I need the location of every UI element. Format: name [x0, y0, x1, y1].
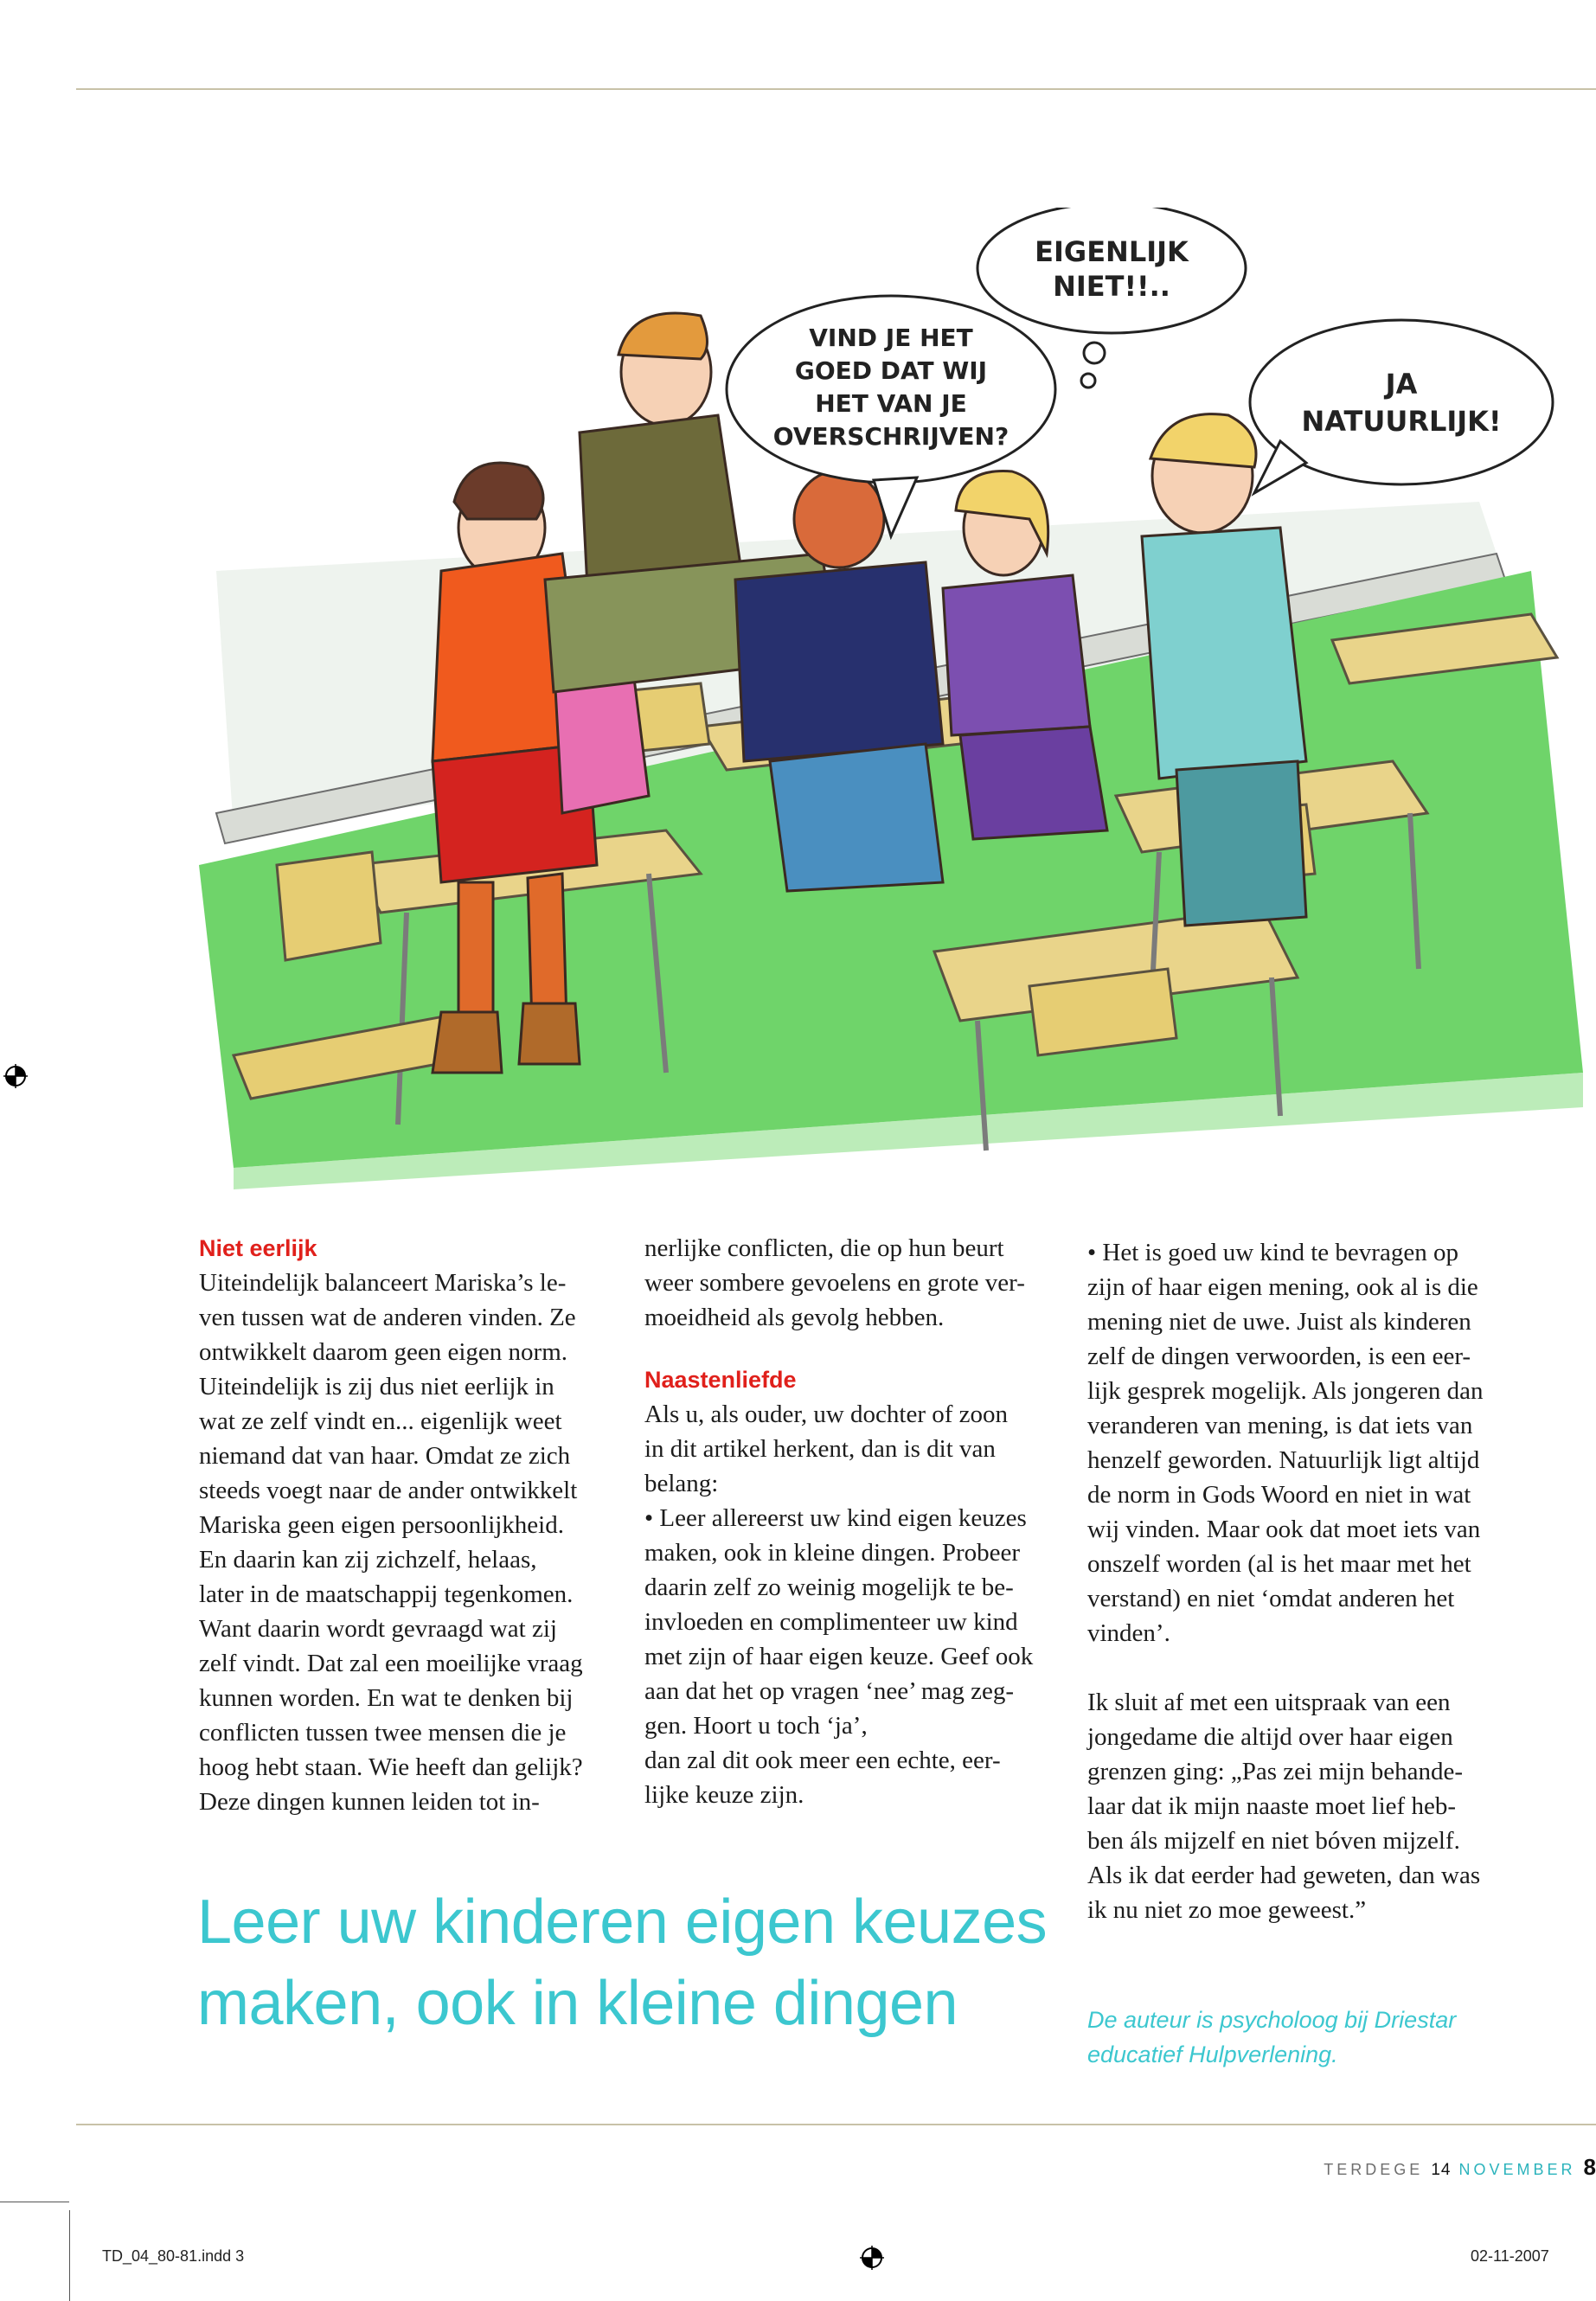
bubble-girl-line-2: NATUURLIJK! — [1301, 405, 1502, 438]
body-line: belang: — [644, 1470, 719, 1497]
body-line: Uiteindelijk balanceert Mariska’s le- — [199, 1269, 567, 1297]
body-line: • Het is goed uw kind te bevragen op — [1087, 1239, 1458, 1266]
body-line: Want daarin wordt gevraagd wat zij — [199, 1615, 557, 1643]
body-line: steeds voegt naar de ander ontwikkelt — [199, 1477, 578, 1504]
body-line: jongedame die altijd over haar eigen — [1087, 1723, 1453, 1751]
body-line: nerlijke conflicten, die op hun beurt — [644, 1234, 1004, 1262]
bubble-boy-line-2: GOED DAT WIJ — [794, 356, 988, 385]
body-line: lijke keuze zijn. — [644, 1781, 804, 1809]
column-1 — [199, 1231, 614, 1819]
body-line: met zijn of haar eigen keuze. Geef ook — [644, 1643, 1034, 1670]
magazine-name: TERDEGE — [1324, 2161, 1424, 2178]
registration-mark-left — [3, 1064, 28, 1088]
body-line: Als u, als ouder, uw dochter of zoon — [644, 1400, 1009, 1428]
bubble-boy-line-3: HET VAN JE — [815, 389, 967, 418]
body-line: conflicten tussen twee mensen die je — [199, 1719, 567, 1747]
body-line: henzelf geworden. Natuurlijk ligt altijd — [1087, 1446, 1480, 1474]
issue-day: 14 — [1431, 2161, 1452, 2179]
body-line: Uiteindelijk is zij dus niet eerlijk in — [199, 1373, 554, 1400]
issue-month: NOVEMBER — [1458, 2161, 1576, 2178]
body-line: zelf de dingen verwoorden, is een eer- — [1087, 1343, 1471, 1370]
body-line: En daarin kan zij zichzelf, helaas, — [199, 1546, 537, 1574]
body-line: maken, ook in kleine dingen. Probeer — [644, 1539, 1021, 1567]
body-line: ben áls mijzelf en niet bóven mijzelf. — [1087, 1827, 1460, 1855]
body-line: wat ze zelf vindt en... eigenlijk weet — [199, 1407, 562, 1435]
body-line: Mariska geen eigen persoonlijkheid. — [199, 1511, 564, 1539]
slug-date: 02-11-2007 — [1471, 2247, 1549, 2265]
body-line: de norm in Gods Woord en niet in wat — [1087, 1481, 1471, 1509]
page-number: 8 — [1583, 2154, 1596, 2180]
crop-mark — [69, 2210, 70, 2301]
body-line: aan dat het op vragen ‘nee’ mag zeg- — [644, 1677, 1014, 1705]
column-3 — [1087, 1235, 1537, 1927]
body-line: Ik sluit af met een uitspraak van een — [1087, 1689, 1451, 1716]
registration-mark-bottom — [860, 2246, 884, 2270]
body-line: in dit artikel herkent, dan is dit van — [644, 1435, 996, 1463]
body-line: hoog hebt staan. Wie heeft dan gelijk? — [199, 1753, 583, 1781]
body-line: zijn of haar eigen mening, ook al is die — [1087, 1273, 1478, 1301]
body-line: grenzen ging: „Pas zei mijn behande- — [1087, 1758, 1464, 1785]
body-line: niemand dat van haar. Omdat ze zich — [199, 1442, 571, 1470]
top-rule — [76, 88, 1596, 90]
body-line: gen. Hoort u toch ‘ja’, — [644, 1712, 868, 1740]
body-line: veranderen van mening, is dat iets van — [1087, 1412, 1473, 1439]
bottom-rule — [76, 2124, 1596, 2125]
body-line: later in de maatschappij tegenkomen. — [199, 1580, 574, 1608]
pull-quote — [197, 1881, 1062, 2044]
column-2 — [644, 1231, 1068, 1812]
slug-file: TD_04_80-81.indd 3 — [102, 2247, 245, 2265]
heading-niet-eerlijk: Niet eerlijk — [199, 1235, 317, 1261]
bubble-teacher-line-1: EIGENLIJK — [1035, 235, 1189, 268]
bubble-teacher-line-2: NIET!!.. — [1053, 270, 1170, 303]
pull-quote-line-2: maken, ook in kleine dingen — [197, 1969, 958, 2038]
classroom-illustration — [182, 208, 1596, 1194]
body-line: daarin zelf zo weinig mogelijk te be- — [644, 1574, 1014, 1601]
body-line: laar dat ik mijn naaste moet lief heb- — [1087, 1792, 1456, 1820]
author-note-line-1: De auteur is psycholoog bij Driestar — [1087, 2007, 1457, 2033]
body-line: Deze dingen kunnen leiden tot in- — [199, 1788, 540, 1816]
body-line: moeidheid als gevolg hebben. — [644, 1304, 945, 1331]
bubble-girl-line-1: JA — [1385, 368, 1418, 401]
body-line: ontwikkelt daarom geen eigen norm. — [199, 1338, 568, 1366]
body-line: zelf vindt. Dat zal een moeilijke vraag — [199, 1650, 583, 1677]
bubble-boy-line-4: OVERSCHRIJVEN? — [772, 422, 1010, 451]
body-line: kunnen worden. En wat te denken bij — [199, 1684, 574, 1712]
body-line: ven tussen wat de anderen vinden. Ze — [199, 1304, 576, 1331]
body-line: lijk gesprek mogelijk. Als jongeren dan — [1087, 1377, 1484, 1405]
body-line: onszelf worden (al is het maar met het — [1087, 1550, 1471, 1578]
bubble-boy-line-1: VIND JE HET — [809, 324, 973, 352]
body-line: ik nu niet zo moe geweest.” — [1087, 1896, 1367, 1924]
author-note-line-2: educatief Hulpverlening. — [1087, 2041, 1338, 2067]
body-line: wij vinden. Maar ook dat moet iets van — [1087, 1516, 1481, 1543]
body-line: vinden’. — [1087, 1619, 1170, 1647]
heading-naastenliefde: Naastenliefde — [644, 1367, 797, 1393]
author-note — [1087, 2003, 1537, 2072]
body-line: mening niet de uwe. Juist als kinderen — [1087, 1308, 1471, 1336]
body-line: verstand) en niet ‘omdat anderen het — [1087, 1585, 1455, 1612]
body-line: weer sombere gevoelens en grote ver- — [644, 1269, 1025, 1297]
pull-quote-line-1: Leer uw kinderen eigen keuzes — [197, 1888, 1048, 1957]
body-line: • Leer allereerst uw kind eigen keuzes — [644, 1504, 1027, 1532]
page-footer — [1324, 2154, 1596, 2181]
body-line: Als ik dat eerder had geweten, dan was — [1087, 1862, 1481, 1889]
body-line: dan zal dit ook meer een echte, eer- — [644, 1747, 1001, 1774]
body-line: invloeden en complimenteer uw kind — [644, 1608, 1018, 1636]
